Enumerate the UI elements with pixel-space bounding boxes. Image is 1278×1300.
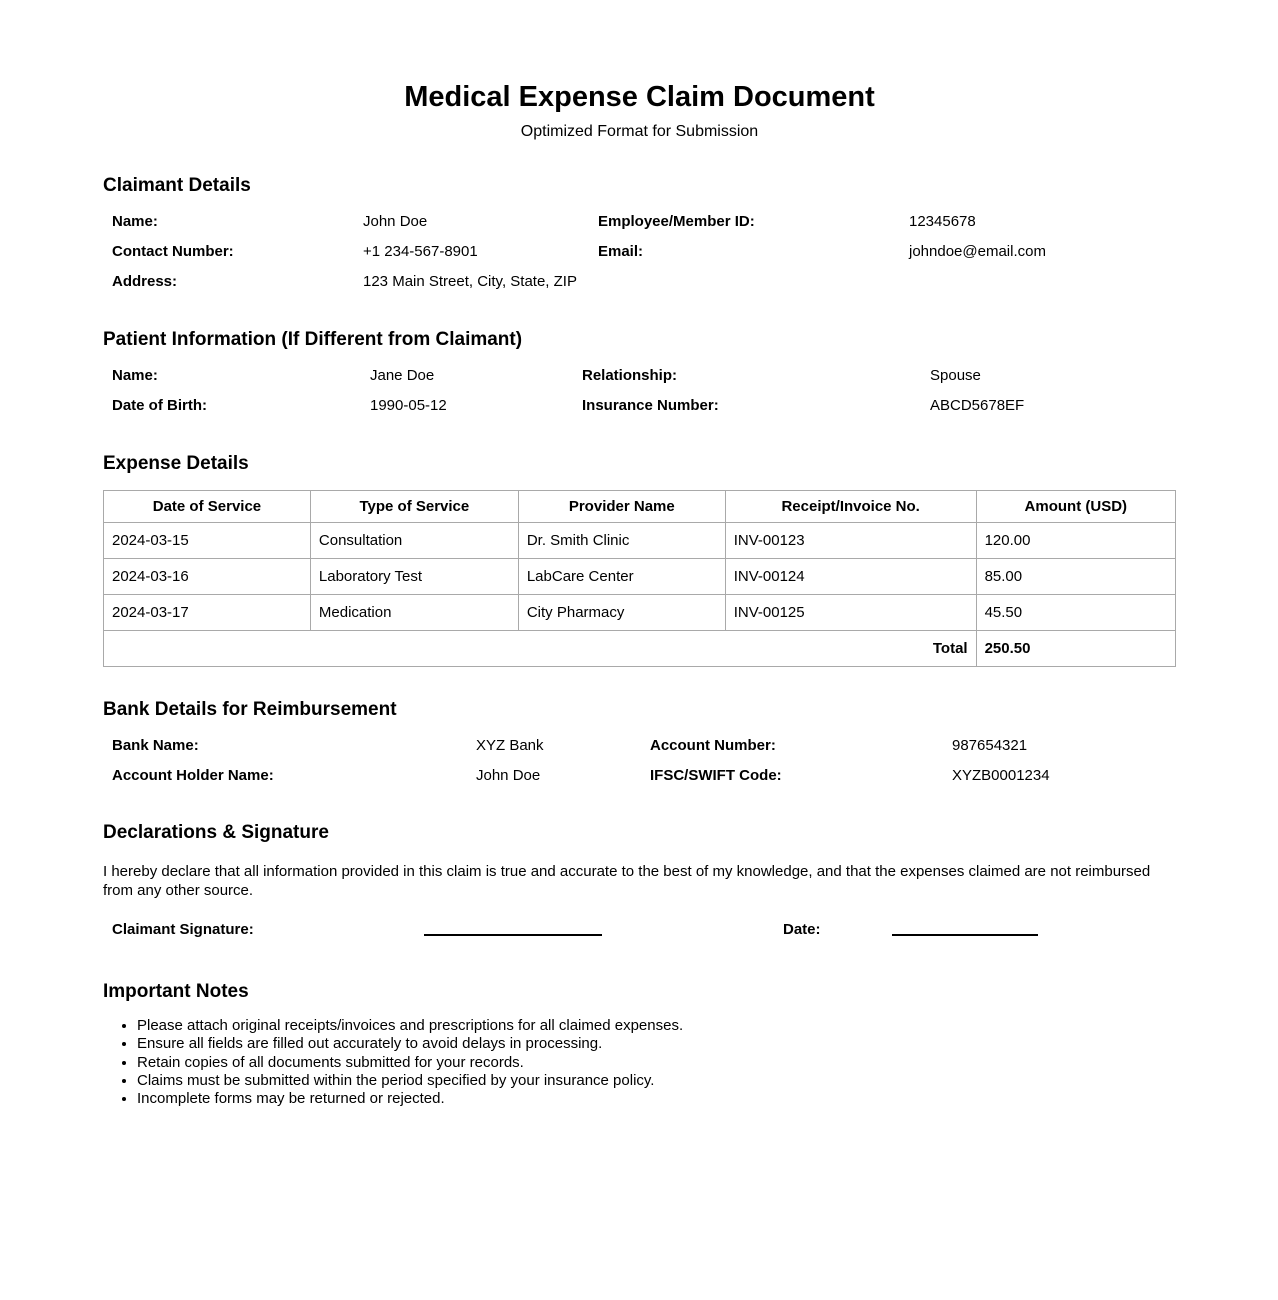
patient-insurance-label: Insurance Number:: [582, 397, 719, 415]
bank-holder-label: Account Holder Name:: [112, 766, 274, 784]
patient-rows: [112, 361, 1176, 421]
expense-cell-type: Medication: [310, 594, 518, 630]
claimant-signature-line: [424, 922, 602, 936]
signature-date-label: Date:: [783, 920, 821, 938]
patient-row: [112, 391, 1176, 421]
claimant-address-value: 123 Main Street, City, State, ZIP: [363, 273, 577, 291]
bank-swift-value: XYZB0001234: [952, 766, 1050, 784]
expense-cell-receipt: INV-00124: [725, 558, 976, 594]
bank-row: [112, 730, 1176, 760]
page-title: Medical Expense Claim Document: [404, 81, 875, 113]
bank-account-number-value: 987654321: [952, 736, 1028, 754]
expense-cell-provider: City Pharmacy: [518, 594, 725, 630]
note-item: • Please attach original receipts/invoices and prescriptions for all claimed expenses.: [137, 1017, 1176, 1035]
patient-dob-label: Date of Birth:: [112, 397, 207, 415]
expense-cell-receipt: INV-00123: [725, 522, 976, 558]
expense-table: [103, 490, 1176, 667]
section-bank-details: [103, 700, 1176, 791]
note-item: • Incomplete forms may be returned or rejected.: [137, 1090, 1176, 1108]
note-item: • Retain copies of all documents submitted for your records.: [137, 1054, 1176, 1072]
patient-relationship-label: Relationship:: [582, 367, 678, 385]
claimant-name-label: Name:: [112, 213, 158, 231]
expense-header-receipt: Receipt/Invoice No.: [725, 490, 976, 522]
page-subtitle: Optimized Format for Submission: [520, 122, 759, 140]
bank-row: [112, 760, 1176, 790]
claimant-row: [112, 267, 1176, 297]
expense-cell-amount: 45.50: [976, 594, 1175, 630]
section-expense-details: [103, 454, 1176, 667]
claimant-address-label: Address:: [112, 273, 178, 291]
note-item: • Claims must be submitted within the period specified by your insurance policy.: [137, 1072, 1176, 1090]
patient-name-value: Jane Doe: [370, 367, 435, 385]
claimant-row: [112, 237, 1176, 267]
expense-cell-amount: 85.00: [976, 558, 1175, 594]
expense-row: [104, 558, 1176, 594]
expense-cell-type: Laboratory Test: [310, 558, 518, 594]
expense-header-amount: Amount (USD): [976, 490, 1175, 522]
claimant-signature-label: Claimant Signature:: [112, 920, 254, 938]
expense-row: [104, 522, 1176, 558]
expense-total-label: Total: [104, 630, 977, 666]
expense-cell-receipt: INV-00125: [725, 594, 976, 630]
section-important-notes: [103, 982, 1176, 1108]
patient-heading: Patient Information (If Different from Claimant): [103, 328, 523, 350]
signature-row: [112, 914, 1176, 944]
section-claimant-details: [103, 176, 1176, 297]
expense-cell-provider: Dr. Smith Clinic: [518, 522, 725, 558]
expense-row: [104, 594, 1176, 630]
bank-swift-label: IFSC/SWIFT Code:: [650, 766, 782, 784]
expense-header-type: Type of Service: [310, 490, 518, 522]
patient-relationship-value: Spouse: [930, 367, 981, 385]
signature-date-line: [892, 922, 1038, 936]
claimant-contact-value: +1 234-567-8901: [363, 243, 478, 261]
expense-total-row: [104, 630, 1176, 666]
notes-list: [103, 1017, 1176, 1108]
expense-cell-amount: 120.00: [976, 522, 1175, 558]
patient-dob-value: 1990-05-12: [370, 397, 447, 415]
claimant-member-id-value: 12345678: [909, 213, 976, 231]
expense-cell-provider: LabCare Center: [518, 558, 725, 594]
expense-cell-type: Consultation: [310, 522, 518, 558]
expense-cell-date: 2024-03-17: [104, 594, 311, 630]
patient-insurance-value: ABCD5678EF: [930, 397, 1025, 415]
expense-header-row: [104, 490, 1176, 522]
bank-name-value: XYZ Bank: [476, 736, 544, 754]
expense-header-date: Date of Service: [104, 490, 311, 522]
note-item: • Ensure all fields are filled out accurately to avoid delays in processing.: [137, 1035, 1176, 1053]
bank-name-label: Bank Name:: [112, 736, 199, 754]
claimant-name-value: John Doe: [363, 213, 428, 231]
declarations-heading: Declarations & Signature: [103, 822, 329, 844]
expense-heading: Expense Details: [103, 452, 249, 474]
expense-total-amount: 250.50: [976, 630, 1175, 666]
notes-heading: Important Notes: [103, 981, 249, 1003]
bank-heading: Bank Details for Reimbursement: [103, 698, 397, 720]
claimant-rows: [112, 207, 1176, 297]
declaration-text: I hereby declare that all information provided in this claim is true and accurate to the best of my knowledge, and that the expenses claimed are not reimbursed from any other source.: [103, 863, 1151, 900]
claimant-contact-label: Contact Number:: [112, 243, 234, 261]
bank-holder-value: John Doe: [476, 766, 541, 784]
patient-row: [112, 361, 1176, 391]
claimant-email-value: johndoe@email.com: [909, 243, 1046, 261]
bank-rows: [112, 730, 1176, 790]
claimant-email-label: Email:: [598, 243, 644, 261]
section-patient-information: [103, 330, 1176, 421]
section-declarations: [103, 823, 1176, 944]
expense-header-provider: Provider Name: [518, 490, 725, 522]
claimant-member-id-label: Employee/Member ID:: [598, 213, 755, 231]
patient-name-label: Name:: [112, 367, 158, 385]
bank-account-number-label: Account Number:: [650, 736, 776, 754]
claimant-heading: Claimant Details: [103, 174, 251, 196]
expense-cell-date: 2024-03-15: [104, 522, 311, 558]
claimant-row: [112, 207, 1176, 237]
expense-cell-date: 2024-03-16: [104, 558, 311, 594]
